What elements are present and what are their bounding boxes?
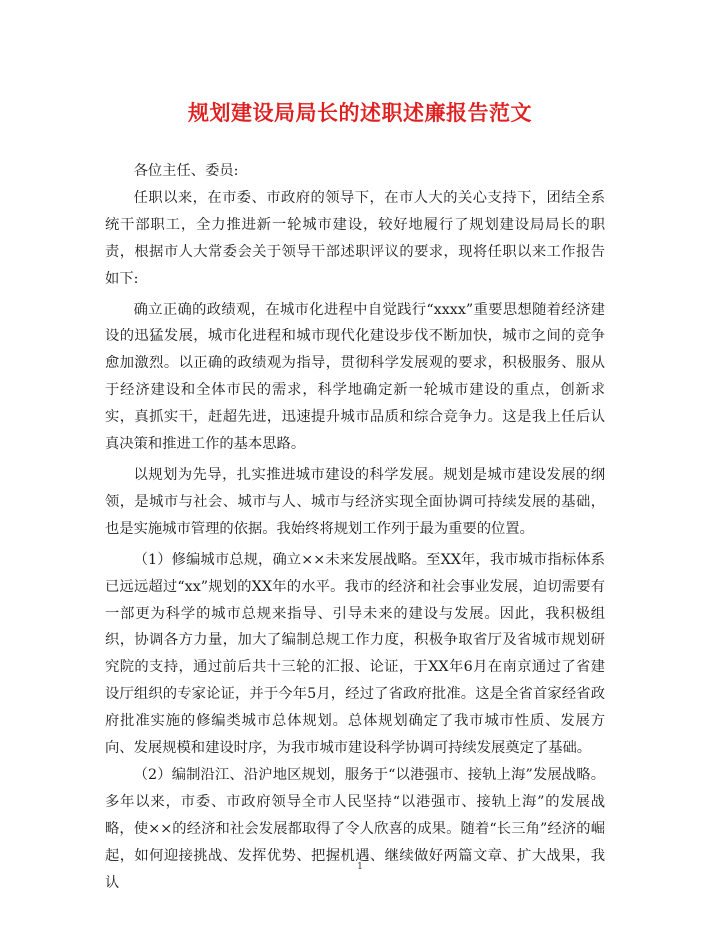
document-body [105, 158, 605, 896]
paragraph-performance-view: 确立正确的政绩观，在城市化进程中自觉践行“xxxx”重要思想随着经济建设的迅猛发展，城市化进程和城市现代化建设步伐不断加快，城市之间的竞争愈加激烈。以正确的政绩观为指导，贯彻科学发展观的要求，积极服务、服从于经济建设和全体市民的需求，科学地确定新一轮城市建设的重点，创新求实，真抓实干，赶超先进，迅速提升城市品质和综合竞争力。这是我上任后认真决策和推进工作的基本思路。 [105, 301, 605, 453]
paragraph-master-plan: （1）修编城市总规，确立××未来发展战略。至XX年，我市城市指标体系已远远超过“xx”规划的XX年的水平。我市的经济和社会事业发展，迫切需要有一部更为科学的城市总规来指导、引导未来的建设与发展。因此，我积极组织，协调各方力量，加大了编制总规工作力度，积极争取省厅及省城市规划研究院的支持，通过前后共十三轮的汇报、论证，于XX年6月在南京通过了省建设厅组织的专家论证，并于今年5月，经过了省政府批准。这是全省首家经省政府批准实施的修编类城市总体规划。总体规划确定了我市城市性质、发展方向、发展规模和建设时序，为我市城市建设科学协调可持续发展奠定了基础。 [105, 551, 605, 757]
document-title: 规划建设局局长的述职述廉报告范文 [188, 100, 532, 125]
paragraph-planning-first: 以规划为先导，扎实推进城市建设的科学发展。规划是城市建设发展的纲领，是城市与社会、城市与人、城市与经济实现全面协调可持续发展的基础，也是实施城市管理的依据。我始终将规划工作列于最为重要的位置。 [105, 466, 605, 537]
paragraph-intro: 任职以来，在市委、市政府的领导下，在市人大的关心支持下，团结全系统干部职工，全力推进新一轮城市建设，较好地履行了规划建设局局长的职责，根据市人大常委会关于领导干部述职评议的要求，现将任职以来工作报告如下: [105, 189, 605, 287]
page-number: 1 [357, 862, 363, 872]
paragraph-coastal-plan: （2）编制沿江、沿沪地区规划，服务于“以港强市、接轨上海”发展战略。多年以来，市委、市政府领导全市人民坚持“以港强市、接轨上海”的发展战略，使××的经济和社会发展都取得了令人欣喜的成果。随着“长三角”经济的崛起，如何迎接挑战、发挥优势、把握机遇、继续做好两篇文章、扩大战果，我认 [105, 766, 605, 891]
greeting-line: 各位主任、委员: [133, 163, 239, 179]
